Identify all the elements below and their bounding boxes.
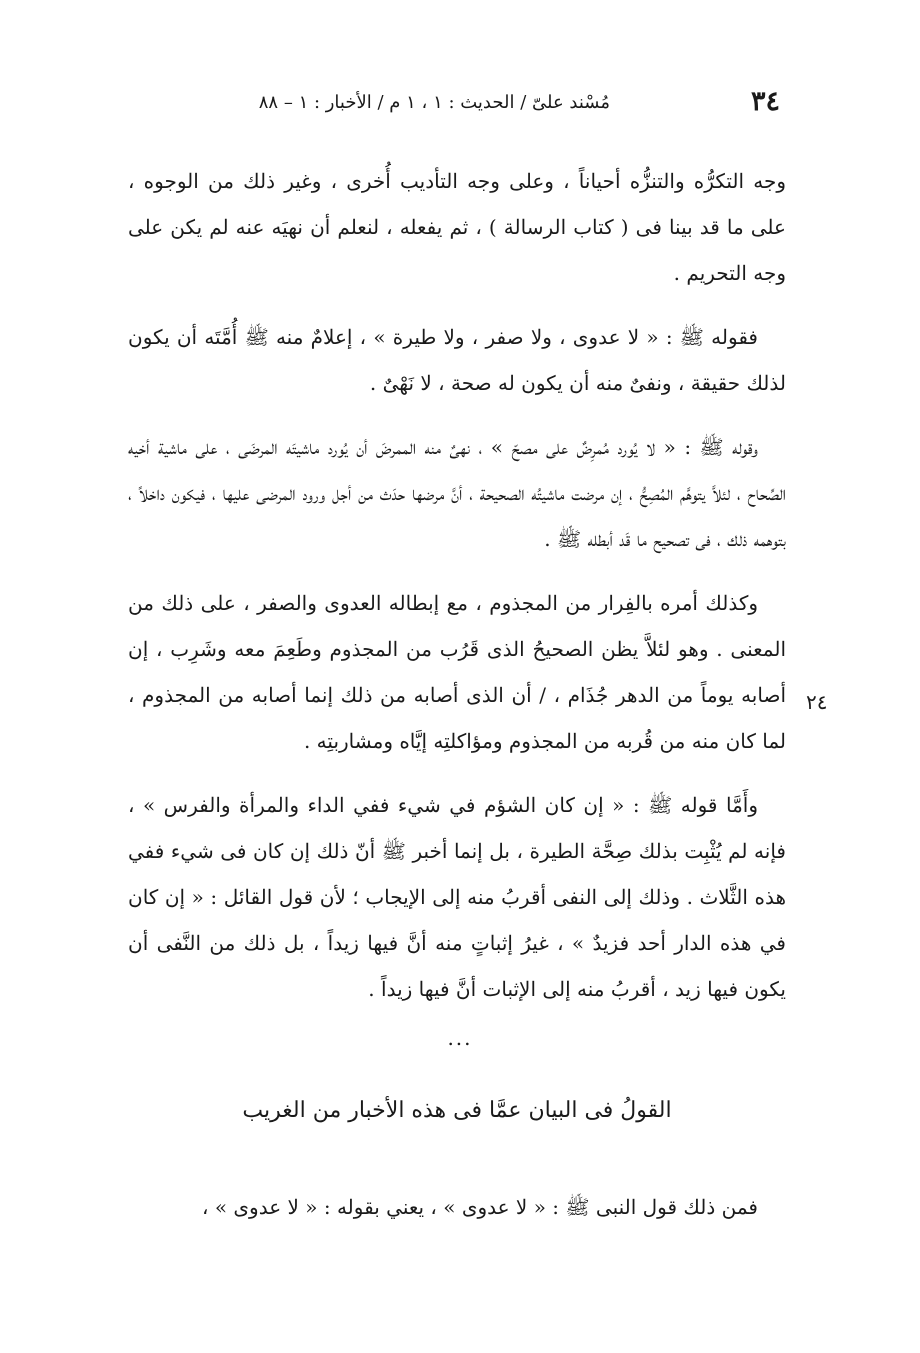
closing-line: فمن ذلك قول النبى ﷺ : « لا عدوى » ، يعني بقوله : « لا عدوى » ، xyxy=(202,1195,758,1219)
paragraph-5: وأَمَّا قوله ﷺ : « إن كان الشؤم في شيء ففي الداء والمرأة والفرس » ، فإنه لم يُثْبِت بذلك صِحَّة الطيرة ، بل إنما أخبر ﷺ أنّ ذلك إن كان فى شيء ففي هذه الثَّلاث . وذلك إلى النفى أقربُ منه إلى الإيجاب ؛ لأن قول القائل : « إن كان في هذه الدار أحد فزيدٌ » ، غيرُ إثباتٍ منه أنَّ فيها زيداً ، بل ذلك من النَّفى أن يكون فيها زيد ، أقربُ منه إلى الإثبات أنَّ فيها زيداً . xyxy=(128,793,786,1001)
paragraph-3: وقوله ﷺ : « لا يُورد مُمرِضٌ على مصحّ » ، نهىٌ منه الممرضَ أن يُورد ماشيتَه المرضَى ، على ماشية أخيه الصِّحاح ، لئلاَّ يتوهَّم المُصِحُّ ، إن مرضت ماشيتُه الصحيحة ، أنَّ مرضها حدَث من أجل ورود المرضى عليها ، فيكون داخلاً ، بتوهمه ذلك ، فى تصحيح ما قَد أبطله ﷺ . xyxy=(128,435,786,551)
body-text xyxy=(128,158,786,1030)
paragraph-2: فقوله ﷺ : « لا عدوى ، ولا صفر ، ولا طيرة » ، إعلامٌ منه ﷺ أُمَّتَه أن يكون لذلك حقيقة ، ونفىٌ منه أن يكون له صحة ، لا نَهْىٌ . xyxy=(128,325,786,395)
margin-page-reference: ٢٤ xyxy=(806,690,828,714)
paragraph-1: وجه التكرُّه والتنزُّه أحياناً ، وعلى وجه التأديب أُخرى ، وغير ذلك من الوجوه ، على ما قد بينا فى ( كتاب الرسالة ) ، ثم يفعله ، لنعلم أن نهيَه عنه لم يكن على وجه التحريم . xyxy=(128,169,786,285)
paragraph-4: وكذلك أمره بالفِرار من المجذوم ، مع إبطاله العدوى والصفر ، على ذلك من المعنى . وهو لئلاَّ يظن الصحيحُ الذى قَرُب من المجذوم وطَعِمَ معه وشَرِب ، إن أصابه يوماً من الدهر جُذَام ، / أن الذى أصابه من ذلك إنما أصابه من المجذوم ، لما كان منه من قُربه من المجذوم ومؤاكلتِه إيَّاه ومشاربتِه . xyxy=(128,591,786,753)
running-head: مُسْند علىّ / الحديث : ١ ، ١ م / الأخبار : ١ – ٨٨ xyxy=(258,92,610,113)
page-number: ٣٤ xyxy=(750,86,780,117)
page-header xyxy=(140,86,780,126)
section-separator: ... xyxy=(447,1026,473,1050)
section-heading: القولُ فى البيان عمَّا فى هذه الأخبار من الغريب xyxy=(242,1098,672,1123)
